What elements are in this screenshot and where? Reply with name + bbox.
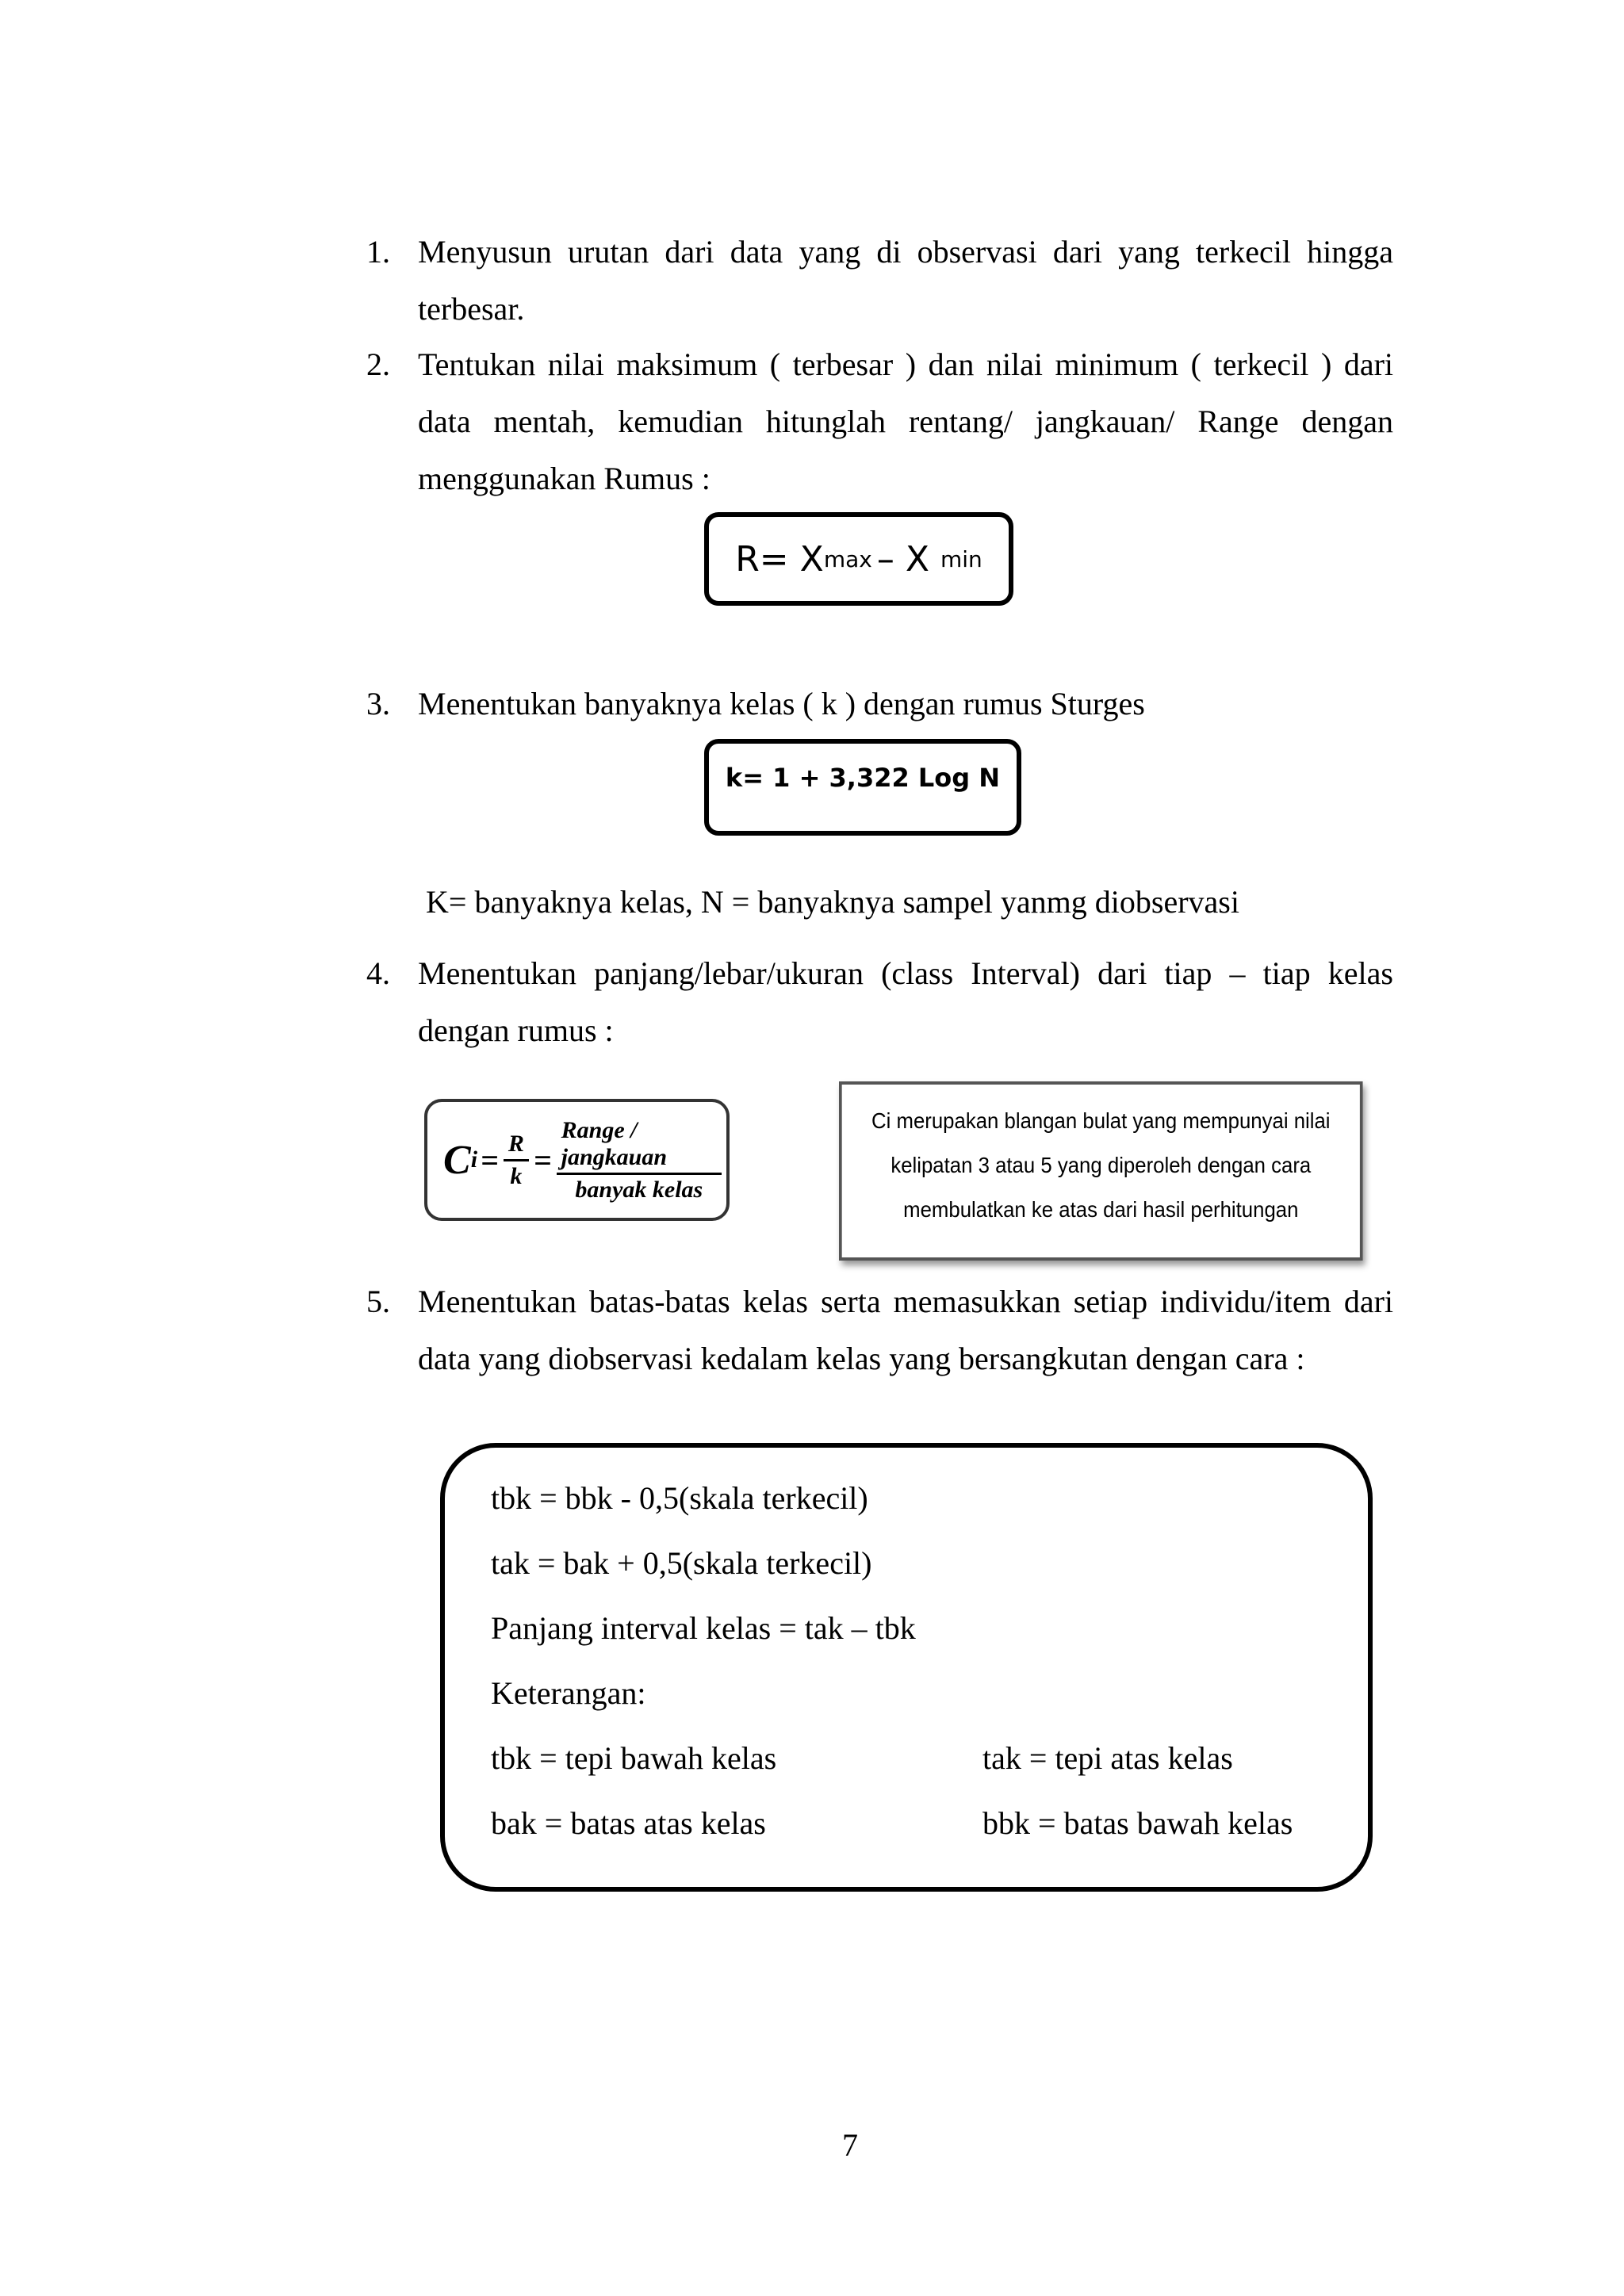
- ci-lhs-sub: i: [470, 1146, 478, 1173]
- item-2-line-2: data mentah, kemudian hitunglah rentang/ jangkauan/ Range dengan: [418, 404, 1393, 439]
- list-number-5: 5.: [366, 1284, 390, 1319]
- item-5-line-1: Menentukan batas-batas kelas serta memasukkan setiap individu/item dari: [418, 1284, 1393, 1319]
- class-interval-formula-box: [424, 1099, 730, 1221]
- range-formula-prefix: R= X: [735, 538, 824, 580]
- ci-frac1-top: R: [504, 1131, 529, 1161]
- sturges-formula: k= 1 + 3,322 Log N: [725, 763, 1001, 793]
- ci-fraction-range: [557, 1117, 722, 1203]
- list-number-1: 1.: [366, 234, 390, 270]
- item-5-line-2: data yang diobservasi kedalam kelas yang bersangkutan dengan cara :: [418, 1341, 1305, 1376]
- ci-frac2-top: Range / jangkauan: [557, 1117, 722, 1175]
- class-box-line-tak-def: tak = tepi atas kelas: [982, 1740, 1233, 1776]
- item-1-line-1: Menyusun urutan dari data yang di observasi dari yang terkecil hingga: [418, 234, 1393, 270]
- range-formula-sub-max: max: [823, 545, 872, 572]
- class-box-line-tbk-formula: tbk = bbk - 0,5(skala terkecil): [491, 1480, 868, 1516]
- item-4-line-2: dengan rumus :: [418, 1012, 614, 1048]
- page-number: 7: [842, 2127, 858, 2163]
- item-2-line-3: menggunakan Rumus :: [418, 461, 710, 496]
- ci-note-line-2: kelipatan 3 atau 5 yang diperoleh dengan cara: [891, 1153, 1312, 1177]
- range-formula-middle: – X: [876, 538, 940, 580]
- ci-eq-1: =: [481, 1142, 499, 1178]
- class-box-line-tak-formula: tak = bak + 0,5(skala terkecil): [491, 1545, 872, 1581]
- ci-note-line-3: membulatkan ke atas dari hasil perhitungan: [903, 1197, 1299, 1222]
- list-number-2: 2.: [366, 346, 390, 382]
- sturges-note: K= banyaknya kelas, N = banyaknya sampel yanmg diobservasi: [426, 884, 1239, 920]
- ci-lhs: C: [443, 1137, 471, 1183]
- class-box-line-keterangan: Keterangan:: [491, 1675, 646, 1711]
- ci-eq-2: =: [533, 1142, 552, 1178]
- item-2-line-1: Tentukan nilai maksimum ( terbesar ) dan nilai minimum ( terkecil ) dari: [418, 346, 1393, 382]
- range-formula-box: [704, 512, 1013, 606]
- list-number-4: 4.: [366, 955, 390, 991]
- class-box-line-interval: Panjang interval kelas = tak – tbk: [491, 1610, 916, 1646]
- class-box-line-bbk-def: bbk = batas bawah kelas: [982, 1805, 1293, 1841]
- list-number-3: 3.: [366, 686, 390, 721]
- ci-fraction-r-k: [504, 1131, 529, 1190]
- sturges-formula-box: [704, 739, 1021, 836]
- ci-frac1-bottom: k: [510, 1162, 523, 1189]
- item-1-line-2: terbesar.: [418, 291, 525, 327]
- class-boundaries-box: [440, 1443, 1373, 1892]
- ci-frac2-bottom: banyak kelas: [575, 1176, 703, 1203]
- ci-note-line-1: Ci merupakan blangan bulat yang mempunyai nilai: [871, 1108, 1331, 1133]
- class-box-line-tbk-def: tbk = tepi bawah kelas: [491, 1740, 777, 1776]
- item-3-line-1: Menentukan banyaknya kelas ( k ) dengan rumus Sturges: [418, 686, 1145, 721]
- class-box-line-bak-def: bak = batas atas kelas: [491, 1805, 766, 1841]
- item-4-line-1: Menentukan panjang/lebar/ukuran (class Interval) dari tiap – tiap kelas: [418, 955, 1393, 991]
- class-interval-note-box: [839, 1081, 1363, 1261]
- range-formula-sub-min: min: [940, 545, 982, 572]
